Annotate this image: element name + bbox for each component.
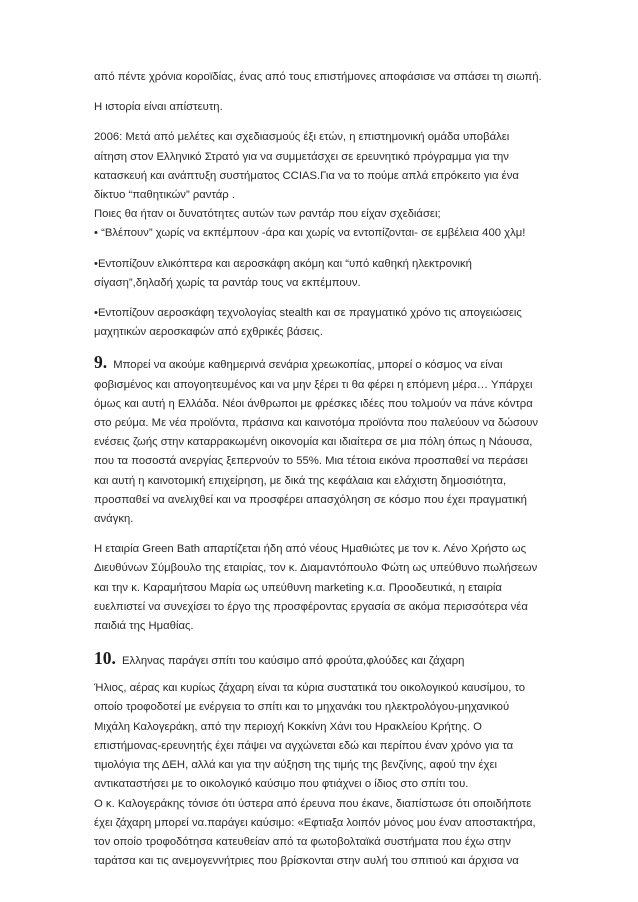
item-9-number: 9. xyxy=(94,352,108,373)
item-10-heading xyxy=(94,647,544,672)
item-9-followup: Η εταιρία Green Bath απαρτίζεται ήδη από νέους Ημαθιώτες με τον κ. Λένο Χρήστο ως Διευθύνων Σύμβουλο της εταιρίας, τον κ. Διαμαντόπουλο Φώτη ως υπεύθυνο πωλήσεων και την κ. Καραμήτσου Μαρία ως υπεύθυνη marketing κ.α. Προοδευτικά, η εταιρία ευελπιστεί να συνεχίσει το έργο της προσφέροντας εργασία σε ακόμα περισσότερα νέα παιδιά της Ημαθίας. xyxy=(94,543,538,633)
document-body xyxy=(94,68,544,882)
paragraph-2006 xyxy=(94,128,544,243)
item-10-body xyxy=(94,679,544,871)
bullet-radar-range: • “Βλέπουν” χωρίς να εκπέμπουν -άρα και χωρίς να εντοπίζονται- σε εμβέλεια 400 χλμ! xyxy=(94,227,526,240)
item-10-title: Ελληνας παράγει σπίτι του καύσιμο από φρούτα,φλούδες και ζάχαρη xyxy=(122,655,465,668)
paragraph-intro: από πέντε χρόνια κοροϊδίας, ένας από τους επιστήμονες αποφάσισε να σπάσει τη σιωπή. xyxy=(94,71,542,83)
paragraph-2006-question: Ποιες θα ήταν οι δυνατότητες αυτών των ραντάρ που είχαν σχεδιάσει; xyxy=(94,208,441,221)
item-10-body-p1: Ήλιος, αέρας και κυρίως ζάχαρη είναι τα κύρια συστατικά του οικολογικού καυσίμου, το οποίο τροφοδοτεί με ενέργεια το σπίτι και το μηχανάκι του ηλεκτρολόγου-μηχανικού Μιχάλη Καλογεράκη, από την περιοχή Κοκκίνη Χάνι του Ηρακλείου Κρήτης. Ο επιστήμονας-ερευνητής έχει πάψει να αγχώνεται εδώ και περίπου έναν χρόνο για τα τιμολόγια της ΔΕΗ, αλλά και για την αύξηση της τιμής της βενζίνης, αφού την έχει αντικαταστήσει με το οικολογικό καύσιμο που φτιάχνει ο ίδιος στο σπίτι του. xyxy=(94,682,526,791)
paragraph-story: Η ιστορία είναι απίστευτη. xyxy=(94,101,223,114)
item-9 xyxy=(94,353,544,529)
item-9-text: Μπορεί να ακούμε καθημερινά σενάρια χρεωκοπίας, μπορεί ο κόσμος να είναι φοβισμένος και απογοητευμένος και να μην ξέρει τι θα φέρει η επόμενη μέρα… Υπάρχει όμως και αυτή η Ελλάδα. Νέοι άνθρωποι με φρέσκες ιδέες που τολμούν να πάνε κόντρα στο ρεύμα. Με νέα προϊόντα, πράσινα και καινοτόμα προϊόντα που παλεύουν να δώσουν ενέσεις ζωής στην καταρρακωμένη οικονομία και ιδιαίτερα σε μια πόλη όπως η Νάουσα, που τα ποσοστά ανεργίας ξεπερνούν το 55%. Μια τέτοια εικόνα προσπαθεί να περάσει και αυτή η καινοτομική επιχείρηση, με δικά της κεφάλαια και ελάχιστη δημοσιότητα, προσπαθεί να ανελιχθεί και να προσφέρει απασχόληση σε κόσμο που έχει πραγματική ανάγκη. xyxy=(94,359,539,526)
bullet-stealth: •Εντοπίζουν αεροσκάφη τεχνολογίας stealth και σε πραγματικό χρόνο τις απογειώσεις μαχητικών αεροσκαφών από εχθρικές βάσεις. xyxy=(94,307,522,339)
bullet-helicopters: •Εντοπίζουν ελικόπτερα και αεροσκάφη ακόμη και “υπό καθηκή ηλεκτρονική σίγαση”,δηλαδή χωρίς τα ραντάρ τους να εκπέμπουν. xyxy=(94,257,472,289)
item-10-body-p2: Ο κ. Καλογεράκης τόνισε ότι ύστερα από έρευνα που έκανε, διαπίστωσε ότι οποιδήποτε έχει ζάχαρη μπορεί να.παράγει καύσιμο: «Εφτιαξα λοιπόν μόνος μου έναν αποστακτήρα, τον οποίο τροφοδότησα κατευθείαν από τα φωτοβολταϊκά συστήματα που έχω στην ταράτσα και τις ανεμογεννήτριες που βρίσκονται στην αυλή του σπιτιού και άρχισα να xyxy=(94,797,536,868)
item-10-number: 10. xyxy=(94,648,116,669)
paragraph-2006-line: 2006: Μετά από μελέτες και σχεδιασμούς έξι ετών, η επιστημονική ομάδα υποβάλει αίτηση στον Ελληνικό Στρατό για να συμμετάσχει σε ερευνητικό πρόγραμμα για την κατασκευή και ανάπτυξη συστήματος CCIAS.Για να το πούμε απλά επρόκειτο για ένα δίκτυο “παθητικών” ραντάρ . xyxy=(94,131,519,202)
